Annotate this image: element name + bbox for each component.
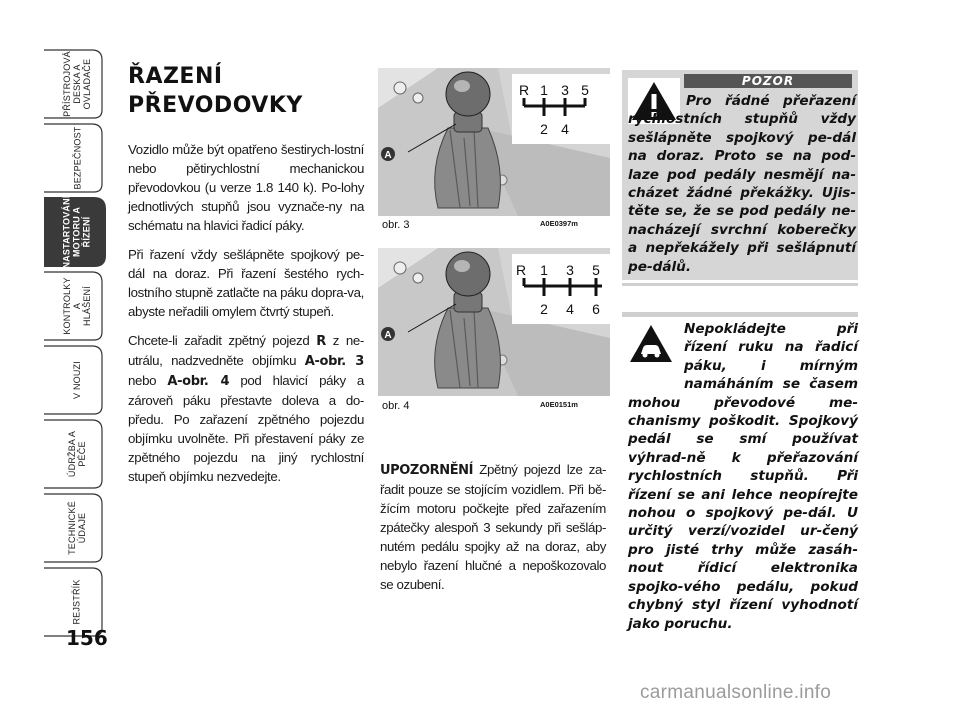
- title-line-2: PŘEVODOVKY: [128, 93, 303, 118]
- gear-lever-illustration: [378, 68, 610, 216]
- icon-spacer: [628, 320, 684, 376]
- pozor-warning-box: [622, 70, 858, 280]
- gear-lever-illustration: [378, 248, 610, 396]
- tab-label: PŘÍSTROJOVÁ DESKA A OVLADAČE: [62, 51, 92, 117]
- tab-label: BEZPEČNOST: [72, 126, 83, 190]
- gear-label: 4: [566, 301, 574, 317]
- paragraph-3: [128, 331, 364, 486]
- text-run: z ne-utrálu, nadzvedněte objímku: [128, 333, 364, 368]
- tab-emergency[interactable]: [44, 344, 108, 416]
- gear-label: 6: [592, 301, 600, 317]
- tab-instrument-panel[interactable]: [44, 48, 108, 120]
- tab-safety[interactable]: [44, 122, 108, 194]
- gear-label: R: [518, 82, 530, 98]
- paragraph-2: Při řazení vždy sešlápněte spojkový pe-dál na doraz. Při řazení šestého rych-lostního stupně zatlačte na páku dopra-va, abyste neřadili omylem čtvrtý stupeň.: [128, 247, 364, 319]
- text-run: pod hlavicí páky a zároveň páku přestavte doleva a do-předu. Po zařazení zpětného pojezdu objímku uvolněte. Při přestavení páky ze zpětného pojezdu na jiný rychlostní stupeň objímku nezvedejte.: [128, 373, 364, 484]
- gear-label: R: [515, 262, 527, 278]
- car-box-top-rule: [622, 312, 858, 317]
- figure-3-code: A0E0397m: [540, 219, 578, 228]
- reverse-gear-ref: R: [316, 334, 326, 349]
- gear-label: 3: [561, 82, 569, 98]
- pozor-text: Pro řádné přeřazení rychlostních stupňů vždy sešlápněte spojkový pe-dál na doraz. Proto se na pod-laze pod pedály nesmějí na-cházet žádné překážky. Ujis-těte se, že se pod pedály ne-nacházejí svrchní koberečky a nepřekážely při sešlápnutí pe-dálů.: [628, 93, 856, 275]
- text-run: Chcete-li zařadit zpětný pojezd: [128, 333, 317, 348]
- tab-label: V NOUZI: [72, 361, 82, 399]
- callout-label: A: [384, 330, 392, 341]
- tab-warning-lights[interactable]: [44, 270, 108, 342]
- tab-label: REJSTŘÍK: [71, 579, 82, 625]
- tab-label: KONTROLKY A HLÁŠENÍ: [62, 277, 92, 335]
- car-note-body: Nepokládejte při řízení ruku na řadicí páku, i mírným namáháním se časem mohou převodové me-chanismy poškodit. Spojkový pedál se smí používat výhrad-ně k přeřazování rychlostních stupňů. Při řízení se ani lehce neopírejte nohou o spojkový pe-dál. U určitý verzí/vozidel ur-čený pro jisté trhy může zasáh-nout řídicí elektronika spojko-vého pedálu, pokud chybný styl řízení vyhodnotí jako poruchu.: [628, 321, 858, 632]
- gear-label: 2: [540, 301, 548, 317]
- text-run: nebo: [128, 373, 168, 388]
- note-text: Zpětný pojezd lze za-řadit pouze se stojícím vozidlem. Při bě-žícím motoru počkejte před zařazením zpátečky alespoň 3 sekundy při sešláp-nutém pedálu spojky až na doraz, aby nebylo řazení hlučné a nepoškozovalo se ozubení.: [380, 462, 606, 592]
- body-column-1: [128, 140, 364, 496]
- gear-label: 1: [540, 262, 548, 278]
- gear-label: 1: [540, 82, 548, 98]
- watermark: carmanualsonline.info: [640, 682, 832, 703]
- note-heading: UPOZORNĚNÍ: [380, 463, 474, 478]
- tab-starting-and-driving[interactable]: [44, 196, 108, 268]
- car-note-text: [628, 320, 858, 633]
- gear-label: 2: [540, 121, 548, 137]
- figure-4-gear-lever: [378, 248, 610, 396]
- figure-3-gear-lever: [378, 68, 610, 216]
- title-line-1: ŘAZENÍ: [128, 64, 223, 89]
- gear-label: 3: [566, 262, 574, 278]
- page-number: 156: [66, 626, 108, 650]
- section-title: [128, 62, 368, 120]
- tab-maintenance[interactable]: [44, 418, 108, 490]
- figure-3-caption: obr. 3: [382, 219, 410, 231]
- figure-4-code: A0E0151m: [540, 400, 578, 409]
- tab-label: ÚDRŽBA A PÉČE: [67, 430, 87, 478]
- gear-label: 5: [581, 82, 589, 98]
- tab-technical-data[interactable]: [44, 492, 108, 564]
- reverse-gear-note: [380, 460, 606, 594]
- pozor-badge: POZOR: [684, 74, 852, 88]
- gear-label: 4: [561, 121, 569, 137]
- divider-rule: [622, 283, 858, 286]
- gear-label: 5: [592, 262, 600, 278]
- paragraph-1: Vozidlo může být opatřeno šestirych-lostní nebo pětirychlostní mechanickou převodovkou (u verze 1.8 140 k). Po-lohy jednotlivých stupňů jsou vyznače-ny na schématu na hlavici řadicí páky.: [128, 142, 364, 233]
- figure-ref-3[interactable]: A-obr. 3: [304, 354, 364, 369]
- tab-label: NASTARTOVÁNÍ MOTORU A ŘÍZENÍ: [62, 195, 93, 269]
- figure-ref-4[interactable]: A-obr. 4: [167, 374, 230, 389]
- tab-label: TECHNICKÉ ÚDAJE: [67, 501, 87, 555]
- callout-label: A: [384, 150, 392, 161]
- figure-4-caption: obr. 4: [382, 400, 410, 412]
